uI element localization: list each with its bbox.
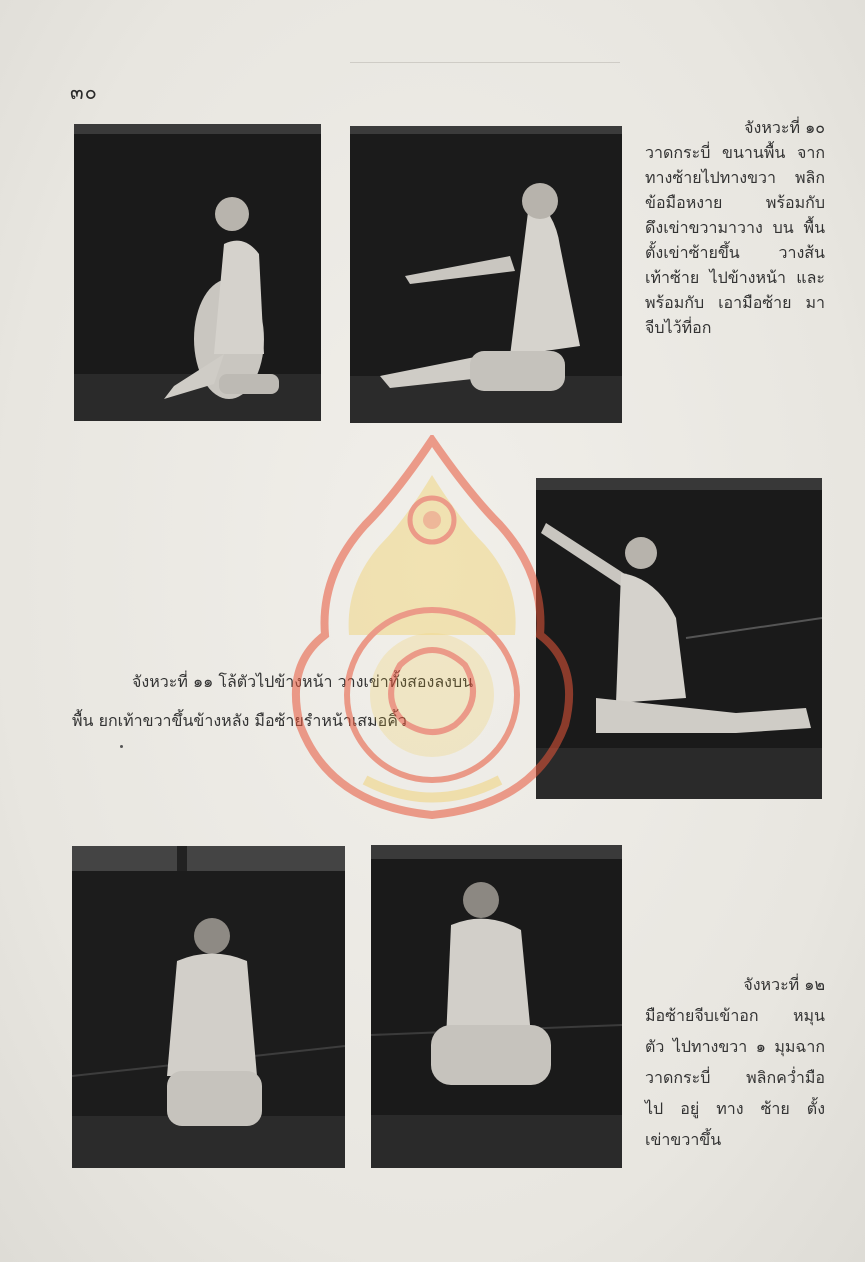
stray-mark <box>120 745 123 748</box>
step10-line-8: จีบไว้ที่อก <box>645 318 712 337</box>
step12-line-5: เข่าขวาขึ้น <box>645 1130 722 1149</box>
caption-step12 <box>645 972 825 1152</box>
photo-step12-a <box>72 846 345 1168</box>
top-rule <box>350 62 620 63</box>
page-number: ๓๐ <box>70 80 98 104</box>
step10-line-5: ตั้งเข่าซ้ายขึ้น วางส้น <box>645 243 825 262</box>
step12-line-2: ตัว ไปทางขวา ๑ มุมฉาก <box>645 1037 825 1056</box>
step12-title: จังหวะที่ ๑๒ <box>743 975 825 994</box>
photo-step10-b <box>350 126 622 423</box>
step11-line-2: พื้น ยกเท้าขวาขึ้นข้างหลัง มือซ้ายรำหน้าเสมอคิ้ว <box>72 711 407 730</box>
step12-line-1: มือซ้ายจีบเข้าอก หมุน <box>645 1006 825 1025</box>
step12-line-4: ไป อยู่ ทาง ซ้าย ตั้ง <box>645 1099 825 1118</box>
step10-line-2: ทางซ้ายไปทางขวา พลิก <box>645 168 825 187</box>
step10-line-3: ข้อมือหงาย พร้อมกับ <box>645 193 825 212</box>
photo-step10-a <box>74 124 321 421</box>
step12-line-3: วาดกระบี่ พลิกคว่ำมือ <box>645 1068 825 1087</box>
caption-step10 <box>645 115 825 340</box>
watermark-emblem <box>285 435 580 820</box>
step10-line-1: วาดกระบี่ ขนานพื้น จาก <box>645 143 825 162</box>
photo-step12-b <box>371 845 622 1168</box>
step11-line-1: จังหวะที่ ๑๑ โล้ตัวไปข้างหน้า วางเข่าทั้งสองลงบน <box>132 672 474 691</box>
step10-title: จังหวะที่ ๑๐ <box>744 118 825 137</box>
step10-line-7: พร้อมกับ เอามือซ้าย มา <box>645 293 825 312</box>
step10-line-4: ดึงเข่าขวามาวาง บน พื้น <box>645 218 825 237</box>
step10-line-6: เท้าซ้าย ไปข้างหน้า และ <box>645 268 825 287</box>
